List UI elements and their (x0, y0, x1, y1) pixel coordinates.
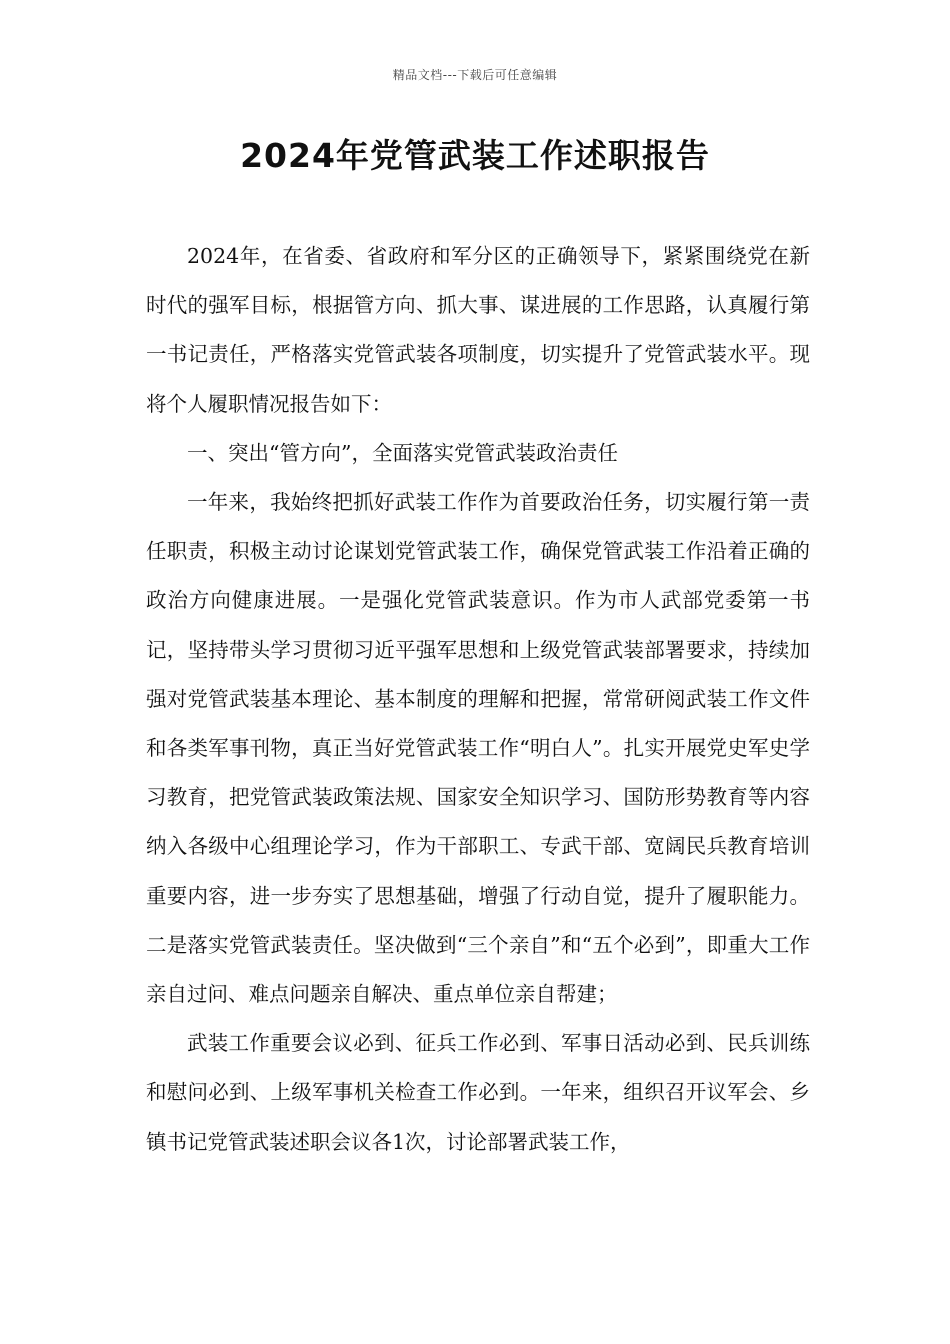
paragraph-section-1-continued: 武装工作重要会议必到、征兵工作必到、军事日活动必到、民兵训练和慰问必到、上级军事机关检查工作必到。一年来，组织召开议军会、乡镇书记党管武装述职会议各1次，讨论部署武装工作， (146, 1031, 810, 1154)
paragraph-intro: 2024年，在省委、省政府和军分区的正确领导下，紧紧围绕党在新时代的强军目标，根据管方向、抓大事、谋进展的工作思路，认真履行第一书记责任，严格落实党管武装各项制度，切实提升了党管武装水平。现将个人履职情况报告如下： (146, 244, 810, 416)
section-heading-1: 一、突出“管方向”，全面落实党管武装政治责任 (187, 440, 618, 465)
document-body (146, 232, 810, 1167)
document-title: 2024年党管武装工作述职报告 (240, 136, 710, 175)
page-header: 精品文档---下载后可任意编辑 (392, 68, 558, 82)
paragraph-section-1-body: 一年来，我始终把抓好武装工作作为首要政治任务，切实履行第一责任职责，积极主动讨论谋划党管武装工作，确保党管武装工作沿着正确的政治方向健康进展。一是强化党管武装意识。作为市人武部党委第一书记，坚持带头学习贯彻习近平强军思想和上级党管武装部署要求，持续加强对党管武装基本理论、基本制度的理解和把握，常常研阅武装工作文件和各类军事刊物，真正当好党管武装工作“明白人”。扎实开展党史军史学习教育，把党管武装政策法规、国家安全知识学习、国防形势教育等内容纳入各级中心组理论学习，作为干部职工、专武干部、宽阔民兵教育培训重要内容，进一步夯实了思想基础，增强了行动自觉，提升了履职能力。二是落实党管武装责任。坚决做到“三个亲自”和“五个必到”，即重大工作亲自过问、难点问题亲自解决、重点单位亲自帮建； (146, 490, 810, 1007)
